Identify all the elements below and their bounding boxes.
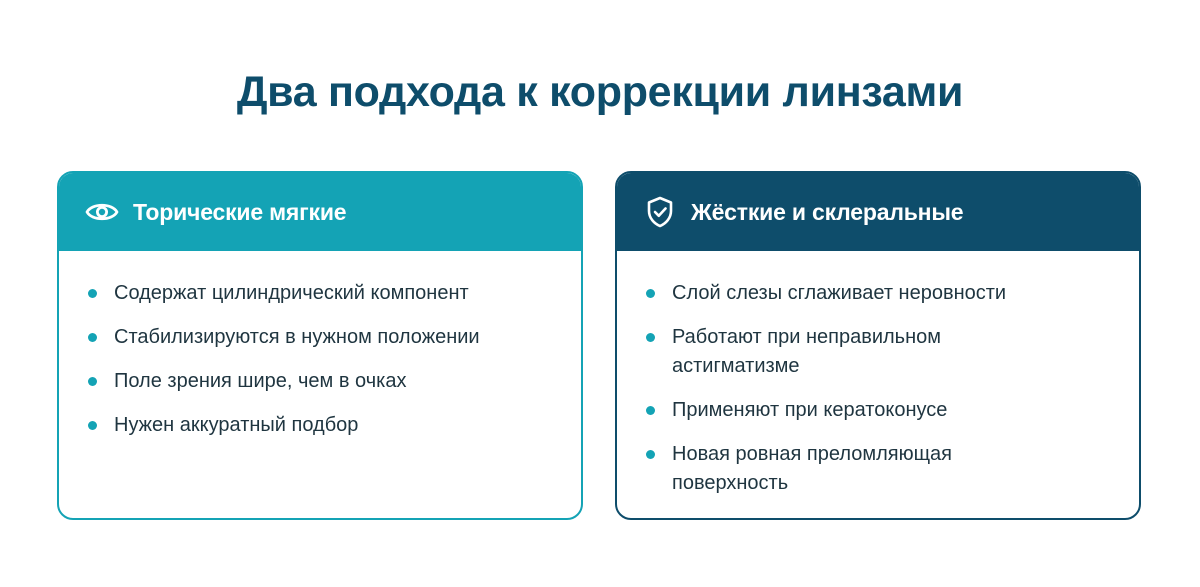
bullet-icon (88, 333, 97, 342)
bullet-icon (646, 450, 655, 459)
list-item (85, 411, 561, 440)
card-header (617, 173, 1139, 251)
card-toric-soft (57, 171, 583, 520)
list-item (643, 323, 1119, 381)
eye-icon (85, 195, 119, 229)
list-item-text: Поле зрения шире, чем в очках (114, 370, 407, 392)
bullet-icon (88, 289, 97, 298)
list-item-text: Слой слезы сглаживает неровности (672, 282, 1007, 304)
shield-check-icon (643, 195, 677, 229)
list-item (85, 279, 561, 308)
bullet-icon (88, 377, 97, 386)
card-rigid-scleral (615, 171, 1141, 520)
bullet-icon (646, 289, 655, 298)
list-item-text: Нужен аккуратный подбор (114, 414, 359, 436)
card-title: Торические мягкие (133, 198, 347, 225)
list-item-text: Применяют при кератоконусе (672, 399, 948, 421)
list-item (85, 367, 561, 396)
list-item (643, 440, 1119, 498)
feature-list (59, 251, 581, 440)
card-title: Жёсткие и склеральные (691, 198, 964, 225)
list-item (643, 279, 1119, 308)
card-header (59, 173, 581, 251)
list-item-text: Новая ровная преломляющая поверхность (672, 443, 952, 494)
feature-list (617, 251, 1139, 498)
bullet-icon (646, 406, 655, 415)
list-item-text: Работают при неправильном астигматизме (672, 326, 942, 377)
list-item (643, 396, 1119, 425)
page-title: Два подхода к коррекции линзами (236, 68, 964, 116)
list-item-text: Содержат цилиндрический компонент (114, 282, 469, 304)
list-item (85, 323, 561, 352)
list-item-text: Стабилизируются в нужном положении (114, 326, 480, 348)
bullet-icon (88, 421, 97, 430)
bullet-icon (646, 333, 655, 342)
